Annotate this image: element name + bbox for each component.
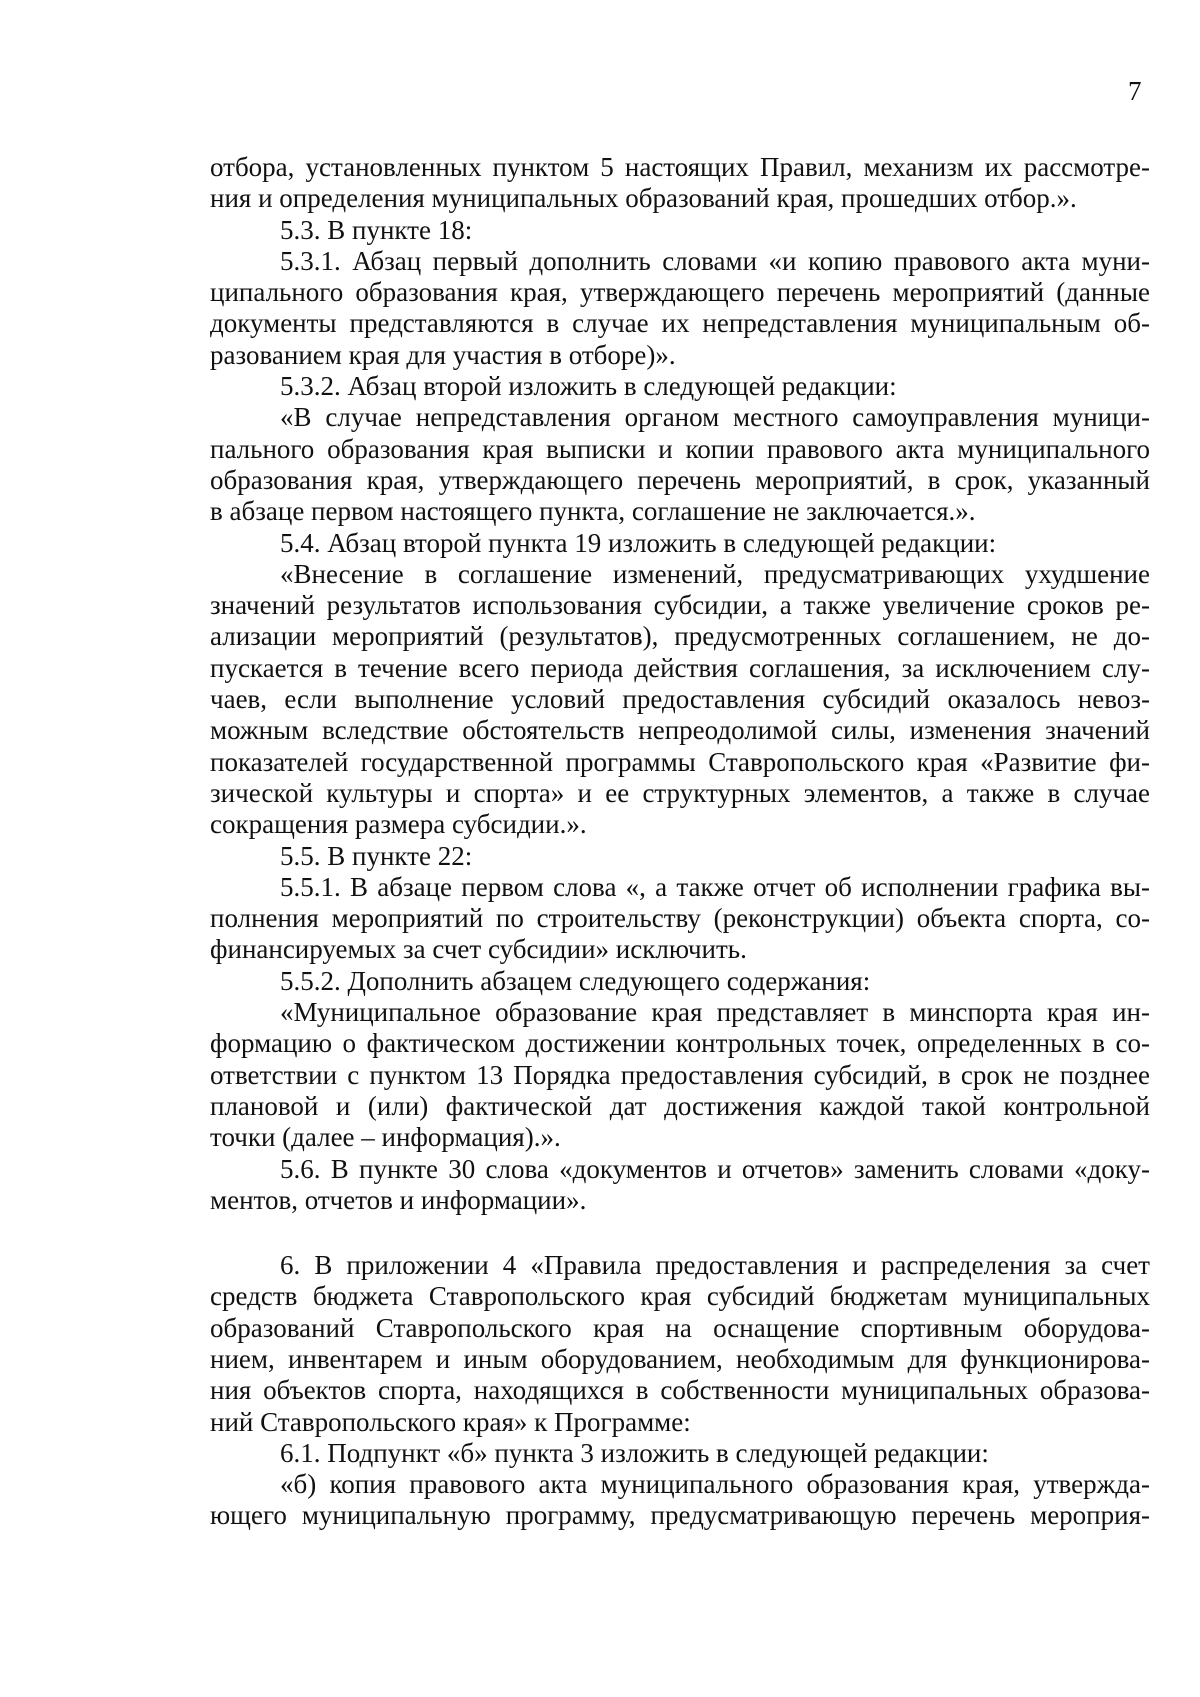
text-line: полнения мероприятий по строительству (реконструкции) объекта спорта, со- — [210, 903, 1150, 934]
text-line: «Внесение в соглашение изменений, предусматривающих ухудшение — [280, 558, 1150, 589]
text-line: 5.4. Абзац второй пункта 19 изложить в следующей редакции: — [280, 527, 997, 558]
text-line: 5.6. В пункте 30 слова «документов и отчетов» заменить словами «доку- — [280, 1153, 1150, 1184]
text-line: документы представляются в случае их непредставления муниципальным об- — [210, 308, 1150, 339]
text-line: ализации мероприятий (результатов), предусмотренных соглашением, не до- — [210, 621, 1150, 652]
paragraph — [210, 215, 1150, 246]
text-line: образований Ставропольского края на оснащение спортивным оборудова- — [210, 1312, 1150, 1343]
page-number: 7 — [1128, 76, 1142, 106]
text-line: 5.3.1. Абзац первый дополнить словами «и копию правового акта муни- — [280, 245, 1150, 276]
text-line: 5.5.1. В абзаце первом слова «, а также отчет об исполнении графика вы- — [280, 871, 1150, 902]
text-line: формацию о фактическом достижении контрольных точек, определенных в со- — [210, 1028, 1150, 1059]
text-line: зической культуры и спорта» и ее структурных элементов, а также в случае — [210, 777, 1150, 808]
paragraph — [210, 402, 1150, 527]
text-line: значений результатов использования субсидии, а также увеличение сроков ре- — [210, 590, 1150, 621]
text-line: чаев, если выполнение условий предоставления субсидий оказалось невоз- — [210, 684, 1150, 715]
paragraph — [210, 872, 1150, 966]
paragraph — [210, 528, 1150, 559]
text-line: показателей государственной программы Ставропольского края «Развитие фи- — [210, 746, 1150, 777]
text-line: отбора, установленных пунктом 5 настоящих Правил, механизм их рассмотре- — [210, 152, 1150, 182]
text-line: плановой и (или) фактической дат достижения каждой такой контрольной — [210, 1090, 1150, 1121]
paragraph-gap — [210, 1216, 1150, 1250]
text-line: 6.1. Подпункт «б» пункта 3 изложить в следующей редакции: — [280, 1437, 989, 1468]
text-line: ния и определения муниципальных образований края, прошедших отбор.». — [210, 183, 1077, 214]
paragraph — [210, 1154, 1150, 1217]
text-line: ния объектов спорта, находящихся в собственности муниципальных образова- — [210, 1375, 1150, 1406]
paragraph — [210, 152, 1150, 215]
text-line: пального образования края выписки и копии правового акта муниципального — [210, 433, 1150, 464]
paragraph — [210, 1250, 1150, 1438]
text-line: ющего муниципальную программу, предусматривающую перечень мероприя- — [210, 1500, 1150, 1531]
text-line: разованием края для участия в отборе)». — [210, 339, 676, 370]
text-line: 5.3. В пункте 18: — [280, 214, 473, 245]
text-line: «Муниципальное образование края представляет в минспорта края ин- — [280, 997, 1150, 1028]
text-line: 5.5. В пункте 22: — [280, 840, 473, 871]
text-line: в абзаце первом настоящего пункта, соглашение не заключается.». — [210, 496, 976, 527]
text-line: пускается в течение всего периода действия соглашения, за исключением слу- — [210, 652, 1150, 683]
text-line: 5.3.2. Абзац второй изложить в следующей редакции: — [280, 371, 897, 402]
text-line: 6. В приложении 4 «Правила предоставления и распределения за счет — [280, 1250, 1150, 1281]
paragraph — [210, 1438, 1150, 1469]
text-line: «В случае непредставления органом местного самоуправления муници- — [280, 402, 1150, 433]
text-line: ний Ставропольского края» к Программе: — [210, 1406, 691, 1437]
text-line: ментов, отчетов и информации». — [210, 1184, 587, 1215]
text-line: нием, инвентарем и иным оборудованием, необходимым для функционирова- — [210, 1343, 1150, 1374]
text-line: финансируемых за счет субсидии» исключить. — [210, 934, 747, 965]
text-line: «б) копия правового акта муниципального образования края, утвержда- — [280, 1469, 1150, 1500]
text-line: ципального образования края, утверждающего перечень мероприятий (данные — [210, 277, 1150, 308]
text-line: точки (далее – информация).». — [210, 1122, 561, 1153]
paragraph — [210, 1469, 1150, 1532]
text-line: образования края, утверждающего перечень мероприятий, в срок, указанный — [210, 464, 1150, 495]
text-line: сокращения размера субсидии.». — [210, 809, 587, 840]
paragraph — [210, 246, 1150, 371]
text-line: средств бюджета Ставропольского края субсидий бюджетам муниципальных — [210, 1281, 1150, 1312]
paragraph — [210, 997, 1150, 1153]
paragraph — [210, 841, 1150, 872]
paragraph — [210, 559, 1150, 841]
text-line: ответствии с пунктом 13 Порядка предоставления субсидий, в срок не позднее — [210, 1059, 1150, 1090]
text-line: 5.5.2. Дополнить абзацем следующего содержания: — [280, 965, 871, 996]
paragraph — [210, 966, 1150, 997]
text-line: можным вследствие обстоятельств непреодолимой силы, изменения значений — [210, 715, 1150, 746]
paragraph — [210, 371, 1150, 402]
document-body — [210, 152, 1150, 1532]
